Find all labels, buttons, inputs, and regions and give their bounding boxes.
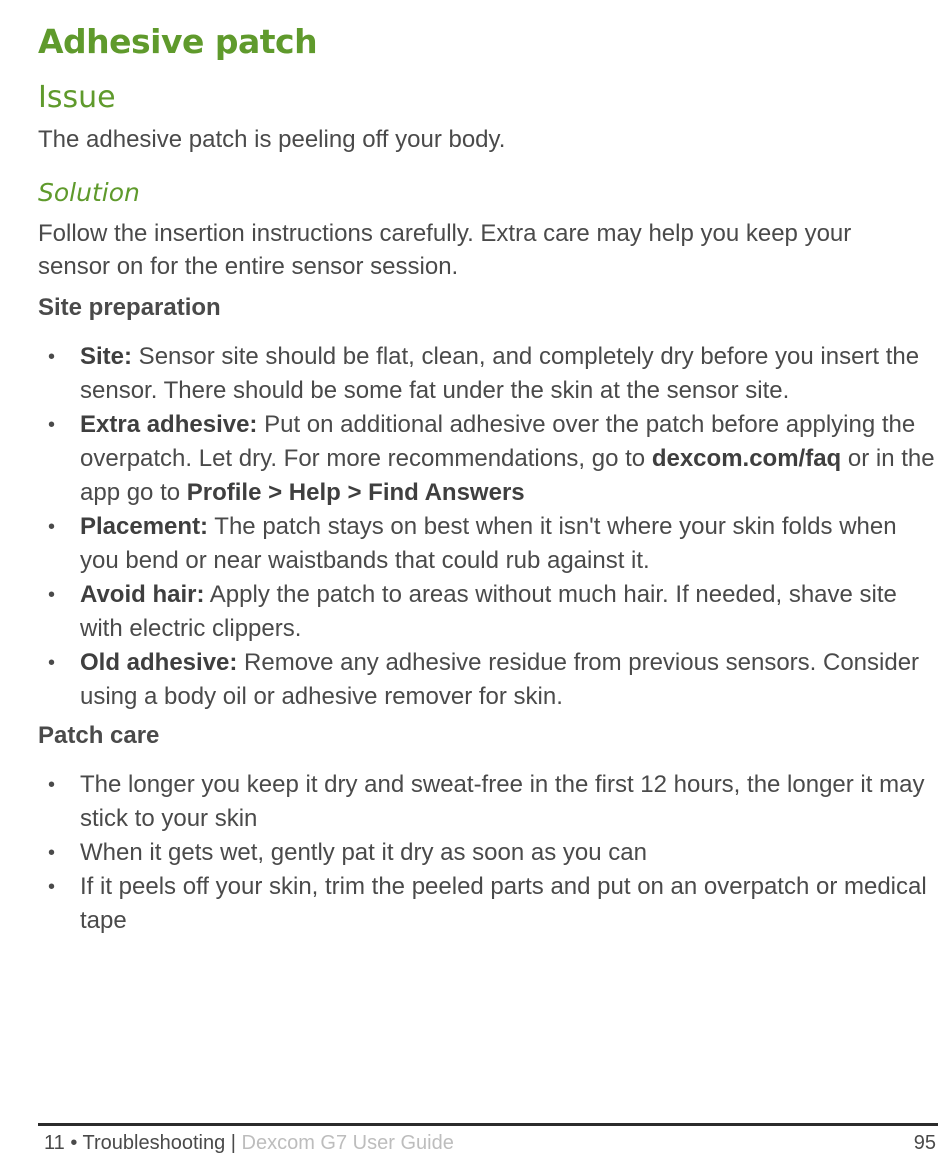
item-text: If it peels off your skin, trim the peeled parts and put on an overpatch or medical tape [80, 873, 927, 934]
list-item [38, 768, 936, 836]
solution-text: Follow the insertion instructions carefully. Extra care may help you keep your sensor on for the entire sensor session. [38, 220, 852, 280]
item-text: The patch stays on best when it isn't where your skin folds when you bend or near waistbands that could rub against it. [80, 513, 897, 574]
issue-heading: Issue [38, 80, 116, 115]
patch-care-heading: Patch care [38, 722, 160, 749]
issue-text: The adhesive patch is peeling off your body. [38, 126, 506, 153]
solution-heading: Solution [38, 178, 140, 207]
item-label: Old adhesive: [80, 649, 238, 676]
item-text: Remove any adhesive residue from previous sensors. Consider using a body oil or adhesive remover for skin. [80, 649, 920, 710]
footer-divider [38, 1123, 938, 1126]
footer-chapter: 11 • Troubleshooting [44, 1132, 226, 1154]
list-item [38, 510, 936, 578]
bullet-icon: • [48, 842, 56, 864]
list-item [38, 836, 936, 870]
item-text: Apply the patch to areas without much hair. If needed, shave site with electric clippers. [80, 581, 897, 642]
site-preparation-heading: Site preparation [38, 294, 221, 321]
item-text: Put on additional adhesive over the patch before applying the overpatch. Let dry. For more recommendations, go to [80, 411, 916, 472]
footer-separator: | [225, 1132, 242, 1154]
bullet-icon: • [48, 516, 56, 538]
bullet-icon: • [48, 346, 56, 368]
patch-care-list [38, 768, 936, 938]
item-text: The longer you keep it dry and sweat-free in the first 12 hours, the longer it may stick to your skin [80, 771, 925, 832]
page-title: Adhesive patch [38, 22, 318, 61]
list-item [38, 340, 936, 408]
site-preparation-list [38, 340, 936, 714]
item-label: Avoid hair: [80, 581, 205, 608]
bullet-icon: • [48, 584, 56, 606]
bullet-icon: • [48, 652, 56, 674]
footer-guide-title: Dexcom G7 User Guide [241, 1132, 454, 1154]
bullet-icon: • [48, 414, 56, 436]
app-menu-path: Profile > Help > Find Answers [186, 479, 525, 506]
list-item [38, 408, 936, 510]
bullet-icon: • [48, 876, 56, 898]
item-text: When it gets wet, gently pat it dry as soon as you can [80, 839, 647, 866]
list-item [38, 578, 936, 646]
list-item [38, 870, 936, 938]
item-label: Placement: [80, 513, 209, 540]
footer-section [44, 1132, 454, 1155]
faq-link[interactable]: dexcom.com/faq [651, 445, 842, 472]
list-item [38, 646, 936, 714]
item-text: or in the app go to [80, 445, 935, 506]
item-label: Site: [80, 343, 133, 370]
page-number: 95 [913, 1132, 936, 1154]
item-label: Extra adhesive: [80, 411, 258, 438]
item-text: Sensor site should be flat, clean, and completely dry before you insert the sensor. There should be some fat under the skin at the sensor site. [80, 343, 920, 404]
bullet-icon: • [48, 774, 56, 796]
